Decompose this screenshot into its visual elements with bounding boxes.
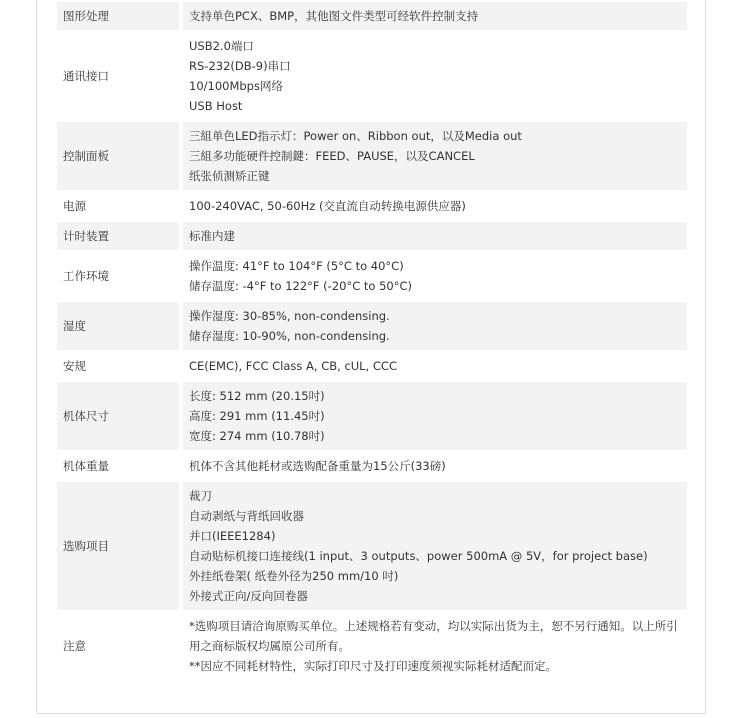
spec-line: 三組多功能硬件控制鍵：FEED、PAUSE，以及CANCEL (189, 149, 475, 163)
spec-label: 通讯接口 (57, 32, 179, 120)
spec-line: 并口(IEEE1284) (189, 529, 276, 543)
spec-value (183, 302, 687, 350)
spec-line: 10/100Mbps网络 (189, 79, 283, 93)
spec-row-graphics (57, 2, 687, 30)
spec-line: 外接式正向/反向回卷器 (189, 589, 308, 603)
spec-row-power (57, 192, 687, 220)
spec-line: 操作湿度: 30-85%, non-condensing. (189, 309, 390, 323)
spec-line: 机体不含其他耗材或选购配备重量为15公斤(33磅) (189, 459, 446, 473)
spec-value (183, 352, 687, 380)
spec-line: 长度: 512 mm (20.15吋) (189, 389, 325, 403)
spec-line: 外挂纸卷架( 纸卷外径为250 mm/10 吋) (189, 569, 399, 583)
spec-line: 储存温度: -4°F to 122°F (-20°C to 50°C) (189, 279, 412, 293)
spec-line: RS-232(DB-9)串口 (189, 59, 291, 73)
spec-row-options (57, 482, 687, 610)
spec-value (183, 612, 687, 680)
spec-line: 自动剥纸与背纸回收器 (189, 509, 304, 523)
spec-value (183, 222, 687, 250)
spec-line: 裁刀 (189, 489, 212, 503)
spec-value (183, 32, 687, 120)
spec-label: 计时装置 (57, 222, 179, 250)
spec-row-clock (57, 222, 687, 250)
spec-row-safety (57, 352, 687, 380)
spec-label: 机体尺寸 (57, 382, 179, 450)
spec-line: 纸张侦测矫正键 (189, 169, 270, 183)
spec-row-interface (57, 32, 687, 120)
spec-row-humidity (57, 302, 687, 350)
spec-line: 高度: 291 mm (11.45吋) (189, 409, 325, 423)
spec-label: 电源 (57, 192, 179, 220)
spec-row-environment (57, 252, 687, 300)
spec-row-notes (57, 612, 687, 680)
spec-line: 操作温度: 41°F to 104°F (5°C to 40°C) (189, 259, 404, 273)
spec-label: 湿度 (57, 302, 179, 350)
spec-line: CE(EMC), FCC Class A, CB, cUL, CCC (189, 359, 397, 373)
spec-value (183, 382, 687, 450)
spec-row-dimensions (57, 382, 687, 450)
spec-line: 支持单色PCX、BMP，其他图文件类型可经软件控制支持 (189, 9, 479, 23)
spec-line: 储存湿度: 10-90%, non-condensing. (189, 329, 390, 343)
spec-label: 机体重量 (57, 452, 179, 480)
spec-table (57, 0, 687, 682)
spec-line: 标准内建 (189, 229, 235, 243)
spec-line: 自动贴标机接口连接线(1 input、3 outputs、power 500mA @ 5V，for project base) (189, 549, 648, 563)
spec-label: 图形处理 (57, 2, 179, 30)
spec-value (183, 452, 687, 480)
spec-value (183, 2, 687, 30)
spec-line: 宽度: 274 mm (10.78吋) (189, 429, 325, 443)
spec-line: 三組单色LED指示灯：Power on、Ribbon out，以及Media out (189, 129, 522, 143)
spec-value (183, 252, 687, 300)
note-line: *选购项目请洽询原购买单位。上述规格若有变动，均以实际出货为主，恕不另行通知。以上所引用之商标版权均属原公司所有。 (189, 619, 678, 653)
spec-label: 控制面板 (57, 122, 179, 190)
spec-label: 安规 (57, 352, 179, 380)
spec-line: USB Host (189, 99, 243, 113)
spec-label: 选购项目 (57, 482, 179, 610)
spec-line: USB2.0端口 (189, 39, 254, 53)
spec-value (183, 482, 687, 610)
spec-label: 注意 (57, 612, 179, 680)
spec-line: 100-240VAC, 50-60Hz (交直流自动转换电源供应器) (189, 199, 466, 213)
spec-card (36, 0, 706, 714)
spec-label: 工作环境 (57, 252, 179, 300)
spec-value (183, 122, 687, 190)
spec-row-control-panel (57, 122, 687, 190)
note-line: **因应不同耗材特性，实际打印尺寸及打印速度须视实际耗材适配而定。 (189, 659, 557, 673)
spec-row-weight (57, 452, 687, 480)
spec-value (183, 192, 687, 220)
